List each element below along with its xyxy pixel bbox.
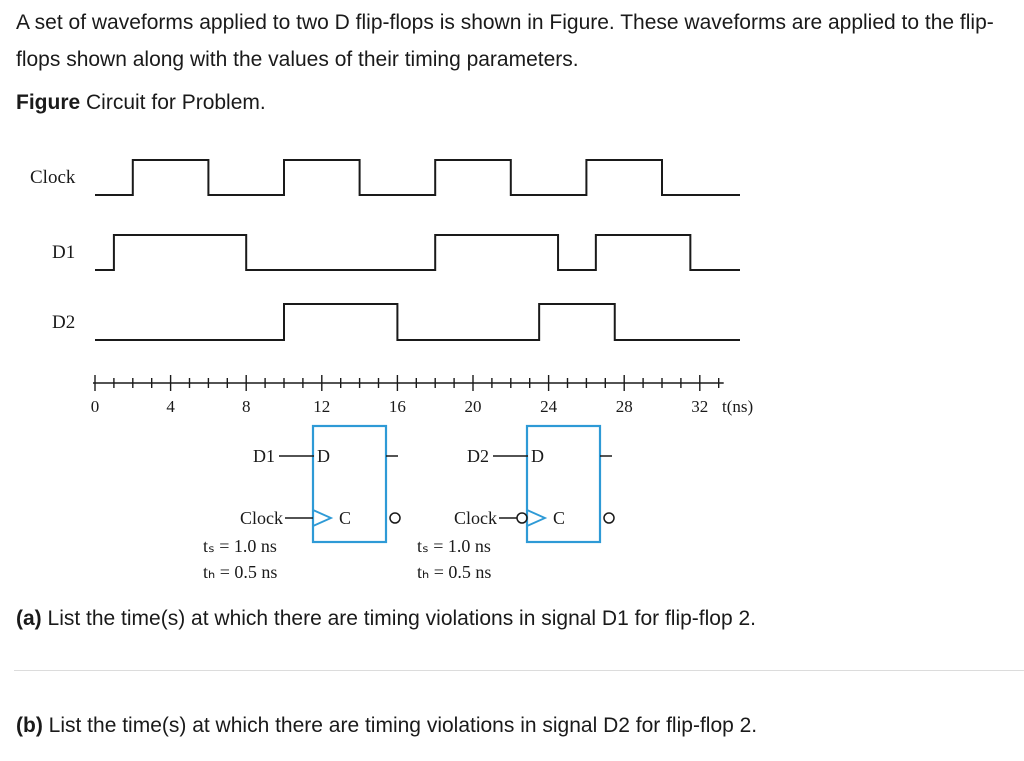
- c-pin-label: C: [553, 508, 566, 528]
- tick-label: 16: [388, 397, 406, 416]
- setup-time: tₛ = 1.0 ns: [203, 536, 277, 556]
- clock-edge-marker: [313, 510, 331, 526]
- flipflop-1: [203, 426, 400, 582]
- d-pin-label: D: [531, 446, 544, 466]
- inversion-bubble: [517, 513, 527, 523]
- tick-label: 4: [166, 397, 175, 416]
- signal-label: D1: [52, 242, 76, 263]
- tick-label: 24: [540, 397, 558, 416]
- divider: [14, 670, 1024, 671]
- question-a: [16, 604, 756, 634]
- qbar-bubble: [390, 513, 400, 523]
- signal-label: D2: [52, 312, 76, 333]
- input-label: D1: [253, 446, 275, 466]
- hold-time: tₕ = 0.5 ns: [417, 562, 492, 582]
- c-pin-label: C: [339, 508, 352, 528]
- question-a-label: (a): [16, 607, 42, 630]
- tick-label: 20: [464, 397, 482, 416]
- waveform-d2: [95, 304, 740, 340]
- figure-caption-text: Circuit for Problem.: [86, 91, 266, 114]
- time-axis: [91, 375, 753, 416]
- question-b: [16, 711, 757, 741]
- clock-label: Clock: [454, 508, 497, 528]
- tick-label: 0: [90, 397, 100, 416]
- waveforms: [30, 160, 740, 340]
- qbar-bubble: [604, 513, 614, 523]
- flipflop-2: [417, 426, 614, 582]
- tick-label: 28: [615, 397, 633, 416]
- axis-unit-label: t(ns): [722, 397, 754, 416]
- question-b-label: (b): [16, 714, 43, 737]
- flipflop-circuits: [203, 426, 614, 582]
- input-label: D2: [467, 446, 489, 466]
- clock-edge-marker: [527, 510, 545, 526]
- tick-label: 8: [241, 397, 251, 416]
- signal-label: Clock: [30, 167, 76, 188]
- figure-label: Figure: [16, 91, 81, 114]
- hold-time: tₕ = 0.5 ns: [203, 562, 278, 582]
- question-b-text: List the time(s) at which there are timing violations in signal D2 for flip-flop 2.: [48, 714, 758, 737]
- clock-label: Clock: [240, 508, 283, 528]
- problem-intro: A set of waveforms applied to two D flip-flops is shown in Figure. These waveforms are applied to the flip-flops shown along with the values of their timing parameters.: [16, 11, 994, 71]
- d-pin-label: D: [317, 446, 330, 466]
- setup-time: tₛ = 1.0 ns: [417, 536, 491, 556]
- tick-label: 12: [313, 397, 331, 416]
- waveform-d1: [95, 235, 740, 270]
- waveform-clock: [95, 160, 740, 195]
- tick-label: 32: [691, 397, 709, 416]
- question-a-text: List the time(s) at which there are timing violations in signal D1 for flip-flop 2.: [47, 607, 756, 630]
